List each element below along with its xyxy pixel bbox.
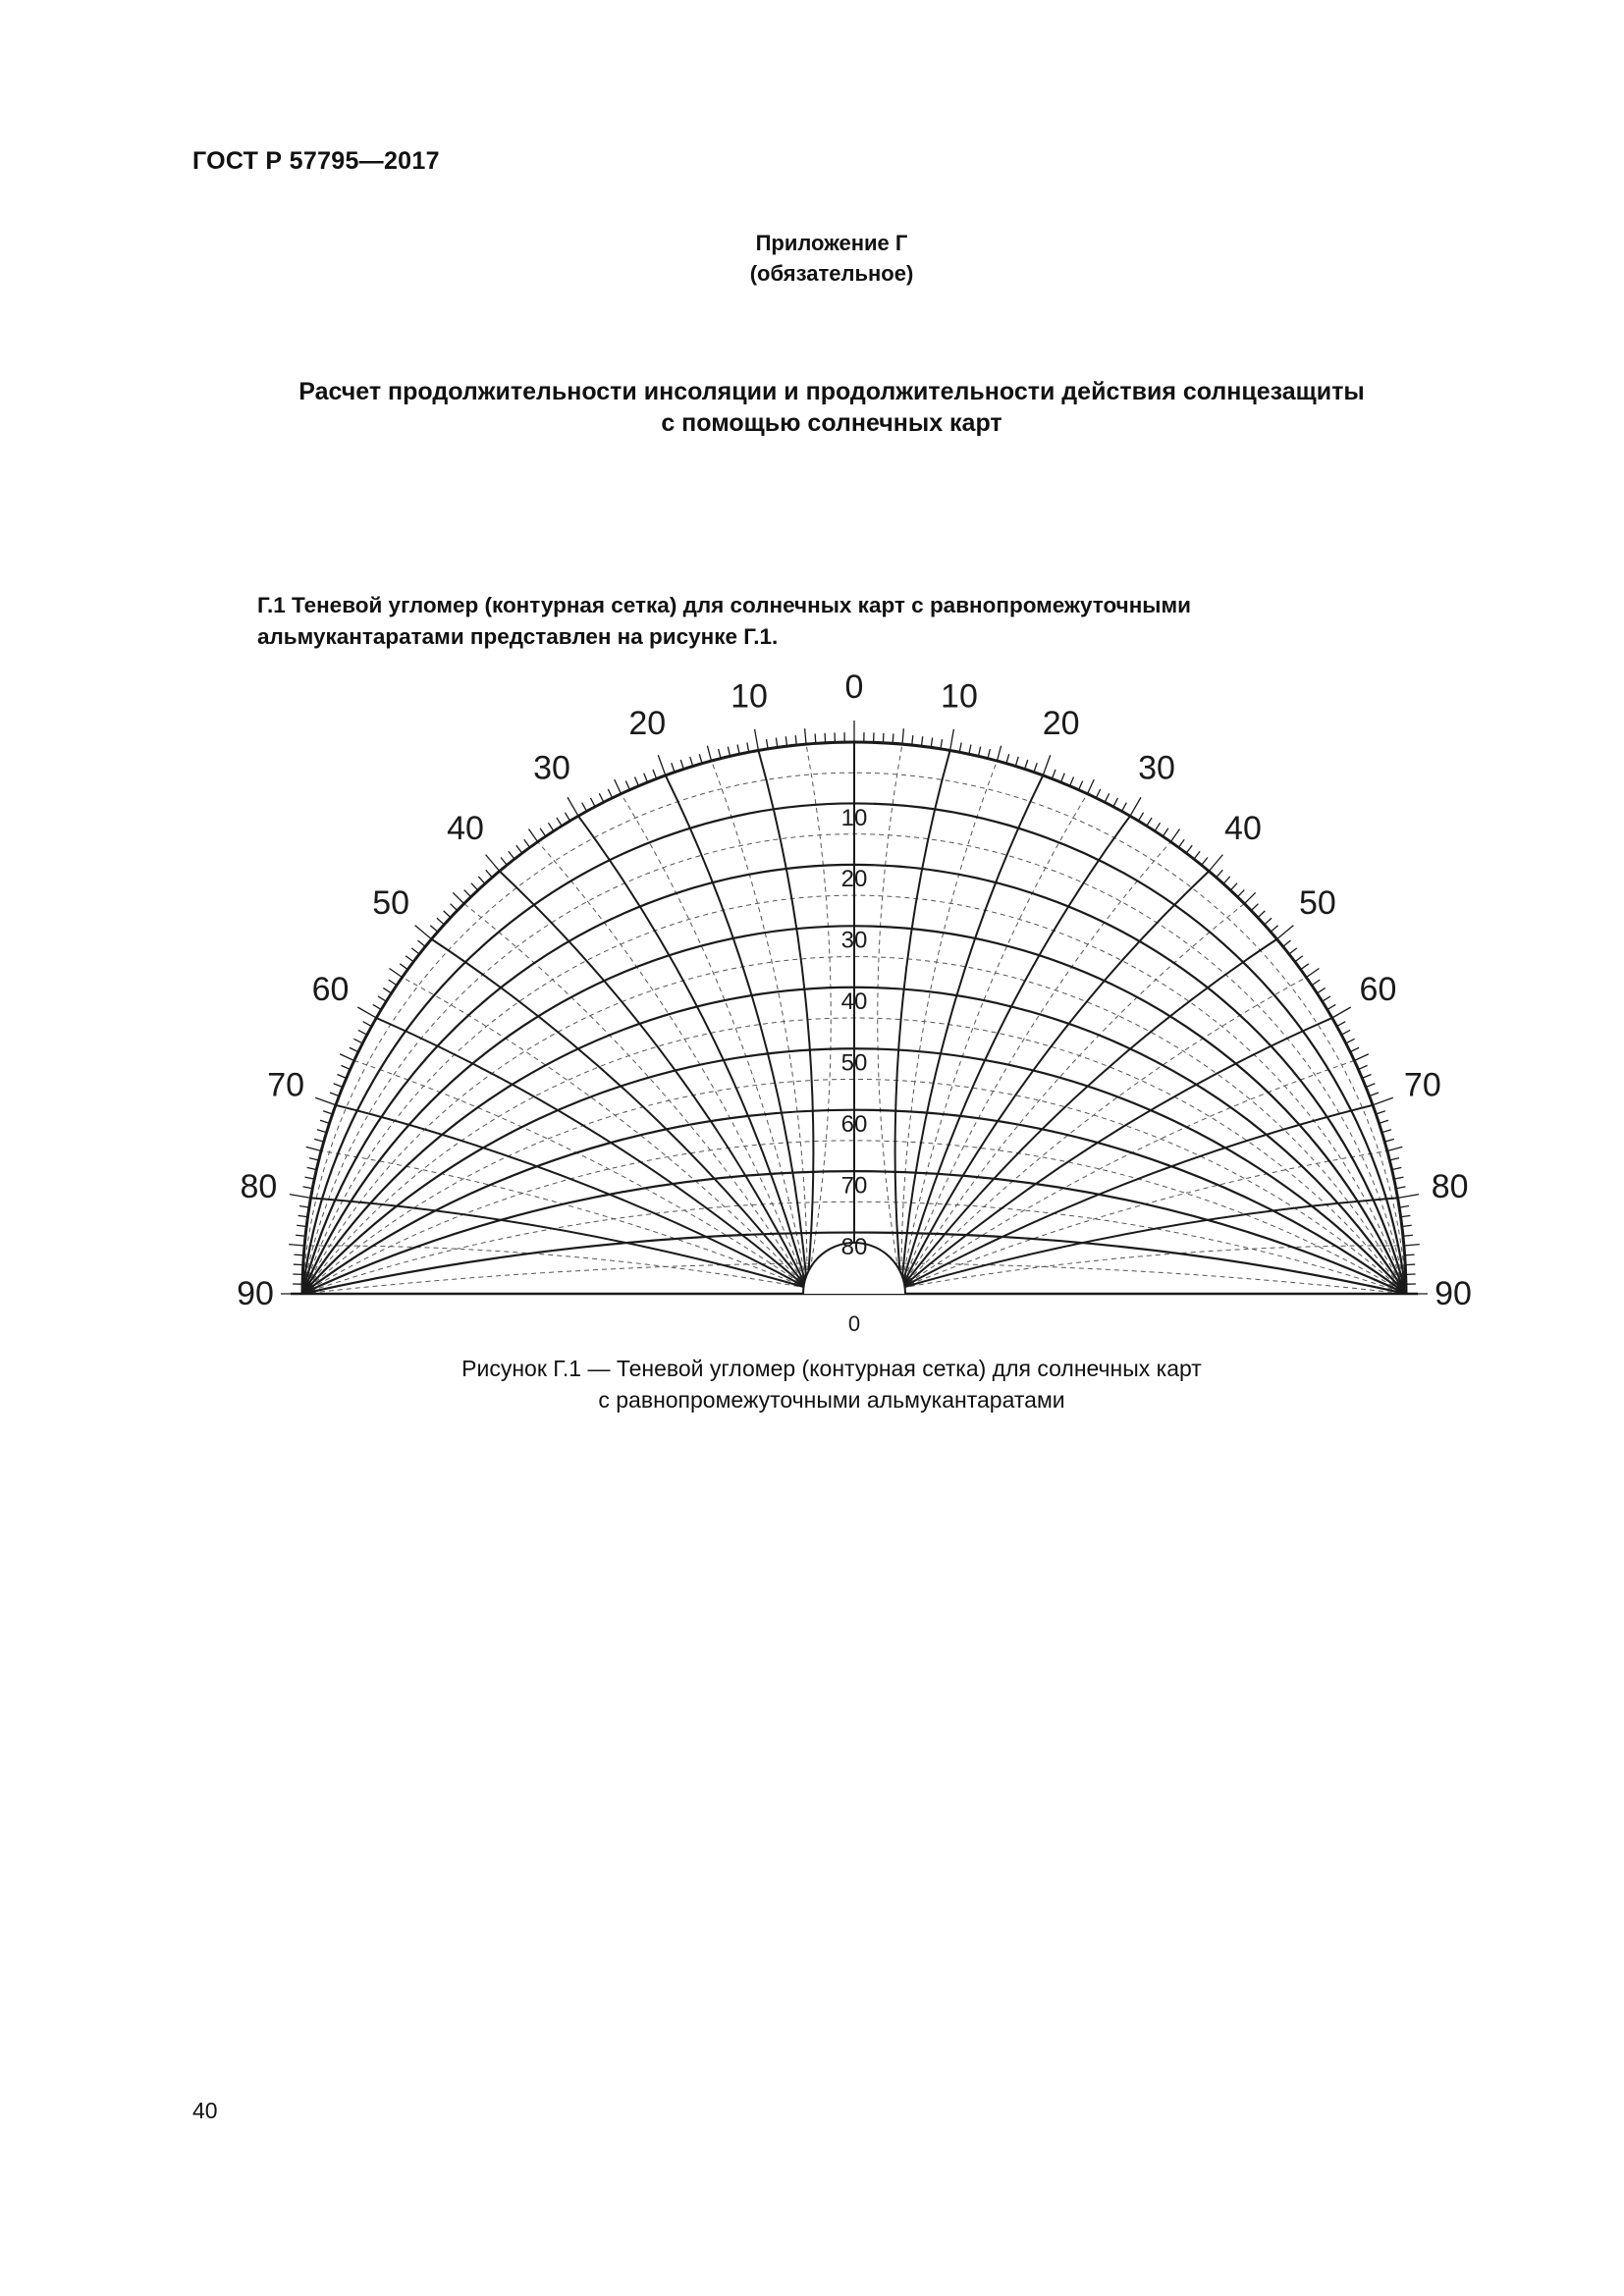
azimuth-label: 70 [267,1066,305,1104]
rim-tick [883,733,884,743]
rim-tick [1251,904,1258,911]
rim-tick [1332,1007,1351,1018]
azimuth-label: 70 [1403,1066,1441,1104]
altitude-label: 10 [840,804,868,831]
rim-tick [406,956,413,962]
rim-tick [296,1235,305,1236]
rim-tick [568,797,578,816]
rim-tick [509,851,514,859]
rim-tick [1341,1030,1350,1035]
rim-tick [658,755,666,775]
rim-tick [599,793,604,802]
azimuth-arc-minor [901,978,1306,1288]
rim-tick [1265,918,1272,925]
altitude-label: 80 [840,1233,868,1260]
azimuth-arc [376,1018,807,1288]
rim-tick [719,749,721,759]
rim-tick [453,892,463,903]
rim-tick [1337,1022,1346,1027]
rim-tick [486,855,500,872]
rim-tick [1170,829,1179,842]
rim-tick [755,729,759,751]
rim-tick [323,1111,332,1114]
rim-tick [315,1097,336,1105]
section-g1-line-1: Г.1 Теневой угломер (контурная сетка) для солнечных карт с равнопромежуточными [257,593,1191,617]
rim-tick [1289,948,1297,954]
rim-tick [931,738,932,748]
rim-tick [299,1206,309,1208]
rim-tick [557,818,562,826]
rim-tick [707,746,711,761]
altitude-label: 70 [840,1172,868,1200]
rim-tick [1376,1111,1384,1114]
rim-tick [1370,1093,1379,1096]
rim-tick [471,883,478,890]
rim-tick [400,964,407,970]
rim-tick [1147,818,1152,826]
rim-tick [912,735,913,745]
rim-tick [1387,1147,1402,1150]
azimuth-label: 40 [447,810,484,848]
rim-tick [959,743,961,753]
rim-tick [464,890,471,897]
rim-tick [1163,828,1168,836]
rim-tick [298,1215,308,1216]
rim-tick [1323,996,1330,1001]
rim-tick [353,1039,362,1043]
altitude-label: 20 [840,866,868,893]
rim-tick [988,749,990,759]
rim-tick [1384,1139,1394,1142]
rim-tick [1317,988,1325,992]
azimuth-label: 50 [1298,884,1336,923]
rim-tick [383,988,391,992]
altitude-label: 40 [840,988,868,1016]
rim-tick [294,1264,303,1265]
rim-tick [340,1054,354,1061]
rim-tick [451,904,458,911]
altitude-label: 60 [840,1111,868,1139]
rim-tick [1271,926,1278,933]
rim-tick [290,1195,311,1199]
azimuth-label: 80 [1431,1168,1469,1206]
rim-tick [1366,1084,1375,1088]
rim-tick [1373,1097,1393,1105]
rim-tick [825,733,826,743]
rim-tick [805,728,806,744]
rim-tick [902,728,903,744]
rim-tick [1327,1004,1336,1009]
azimuth-arc-minor [464,904,807,1288]
azimuth-label: 20 [1042,705,1080,743]
rim-tick [378,996,386,1001]
rim-tick [417,940,425,946]
rim-tick [1130,797,1141,816]
rim-tick [350,1047,358,1051]
rim-tick [528,829,537,842]
rim-tick [1346,1039,1355,1043]
azimuth-arc [901,1018,1332,1288]
azimuth-label: 0 [844,667,864,706]
rim-tick [373,1004,382,1009]
rim-tick [303,1187,313,1189]
rim-tick [334,1084,343,1088]
rim-tick [1283,940,1291,946]
rim-tick [1223,877,1230,883]
figure-caption-line-2: с равнопромежуточными альмукантаратами [598,1387,1065,1413]
azimuth-arc-minor [712,761,807,1288]
azimuth-label: 50 [372,884,410,923]
rim-tick [1354,1054,1369,1061]
rim-tick [1186,845,1192,853]
rim-tick [1138,813,1143,822]
rim-tick [1105,793,1110,802]
centre-label: 0 [847,1310,861,1336]
azimuth-label: 90 [1435,1274,1472,1312]
rim-tick [615,779,622,794]
rim-tick [1381,1130,1391,1133]
rim-tick [430,926,438,933]
rim-tick [1403,1235,1413,1236]
rim-tick [728,747,730,757]
rim-tick [795,735,796,745]
azimuth-label: 30 [1138,749,1175,787]
rim-tick [1295,956,1303,962]
azimuth-label: 60 [311,970,350,1008]
rim-tick [767,739,769,749]
rim-tick [1277,926,1294,939]
rim-tick [1306,968,1319,977]
rim-tick [1061,774,1065,782]
rim-tick [320,1120,330,1123]
rim-tick [1401,1215,1411,1216]
rim-tick [1397,1195,1419,1199]
rim-tick [1402,1225,1412,1226]
altitude-label: 30 [840,927,868,954]
rim-tick [1389,1158,1399,1160]
section-g1-line-2: альмукантаратами представлен на рисунке Г.1. [257,624,779,649]
rim-tick [1070,776,1074,785]
rim-tick [1394,1177,1404,1179]
rim-tick [565,813,569,822]
rim-tick [1209,855,1222,872]
rim-tick [540,828,546,836]
rim-tick [1392,1167,1402,1169]
rim-tick [1399,1206,1409,1208]
rim-tick [776,738,777,748]
rim-tick [1350,1047,1359,1051]
rim-tick [608,789,612,798]
azimuth-arc-minor [403,978,807,1288]
rim-tick [309,1158,319,1160]
appendix-label: Приложение Г [755,231,908,255]
rim-tick [653,770,657,778]
rim-tick [486,870,493,878]
rim-tick [978,747,980,757]
azimuth-arc-minor [878,744,902,1288]
rim-tick [341,1065,350,1069]
rim-tick [672,763,675,772]
rim-tick [1230,883,1237,890]
azimuth-arc [901,1198,1397,1288]
azimuth-arc [901,1105,1373,1288]
altitude-label: 50 [840,1049,868,1077]
rim-tick [1079,780,1083,789]
rim-tick [582,803,587,812]
rim-tick [941,739,943,749]
rim-tick [306,1147,321,1150]
rim-tick [1404,1245,1420,1246]
rim-tick [304,1177,314,1179]
azimuth-arc [311,1198,807,1288]
rim-tick [737,744,739,754]
azimuth-label: 10 [731,677,768,716]
rim-tick [437,918,444,925]
rim-tick [1217,870,1223,878]
page-number: 40 [192,2098,218,2123]
azimuth-label: 40 [1224,810,1262,848]
rim-tick [1043,755,1051,775]
rim-tick [1052,770,1056,778]
rim-tick [590,798,595,807]
azimuth-label: 60 [1359,970,1397,1008]
rim-tick [1194,851,1200,859]
rim-tick [921,736,922,746]
rim-tick [330,1093,339,1096]
azimuth-arc-minor [901,904,1244,1288]
rim-tick [1258,911,1265,918]
rim-tick [690,757,693,767]
rim-tick [1025,760,1028,770]
rim-tick [1405,1264,1415,1265]
azimuth-label: 80 [240,1168,278,1206]
rim-tick [1006,754,1009,764]
azimuth-label: 90 [237,1274,274,1312]
rim-tick [1362,1075,1371,1079]
rim-tick [635,776,639,785]
rim-tick [357,1007,376,1018]
rim-tick [680,760,683,770]
rim-tick [317,1130,327,1133]
rim-tick [969,744,971,754]
rim-tick [625,780,629,789]
rim-tick [548,823,553,830]
rim-tick [1155,823,1160,830]
azimuth-arc [336,1105,807,1288]
rim-tick [1202,857,1208,865]
azimuth-label: 10 [941,677,978,716]
rim-tick [1396,1187,1406,1189]
document-header: ГОСТ Р 57795—2017 [192,147,440,175]
rim-tick [524,839,530,847]
rim-tick [1312,980,1320,986]
rim-tick [389,980,397,986]
figure-caption-line-1: Рисунок Г.1 — Теневой угломер (контурная сетка) для солнечных карт [461,1356,1202,1381]
rim-tick [363,1022,372,1027]
rim-tick [337,1075,346,1079]
rim-tick [1121,803,1126,812]
rim-tick [314,1139,324,1142]
rim-tick [1015,757,1018,767]
rim-tick [1113,798,1118,807]
rim-tick [997,746,1001,761]
rim-tick [1088,779,1095,794]
rim-tick [516,845,522,853]
appendix-status: (обязательное) [749,261,914,286]
rim-tick [1244,892,1255,903]
azimuth-arc-minor [806,744,831,1288]
rim-tick [1034,763,1037,772]
rim-tick [297,1225,306,1226]
rim-tick [644,774,648,782]
rim-tick [815,733,816,743]
rim-tick [699,754,702,764]
azimuth-label: 20 [628,705,667,743]
rim-tick [411,948,419,954]
rim-tick [1358,1065,1367,1069]
rim-tick [289,1245,304,1246]
rim-tick [478,877,485,883]
rim-tick [1178,839,1184,847]
appendix-title-line-1: Расчет продолжительности инсоляции и продолжительности действия солнцезащиты [298,378,1365,405]
rim-tick [501,857,507,865]
rim-tick [1237,890,1244,897]
rim-tick [747,743,749,753]
rim-tick [390,968,403,977]
azimuth-label: 30 [533,749,570,787]
rim-tick [358,1030,367,1035]
rim-tick [1301,964,1309,970]
rim-tick [1379,1120,1388,1123]
appendix-title-line-2: с помощью солнечных карт [661,409,1002,437]
rim-tick [950,729,954,751]
rim-tick [307,1167,317,1169]
rim-tick [1096,789,1100,798]
rim-tick [415,926,432,939]
rim-tick [785,736,786,746]
figure-caption [0,1353,1624,1415]
rim-tick [444,911,451,918]
